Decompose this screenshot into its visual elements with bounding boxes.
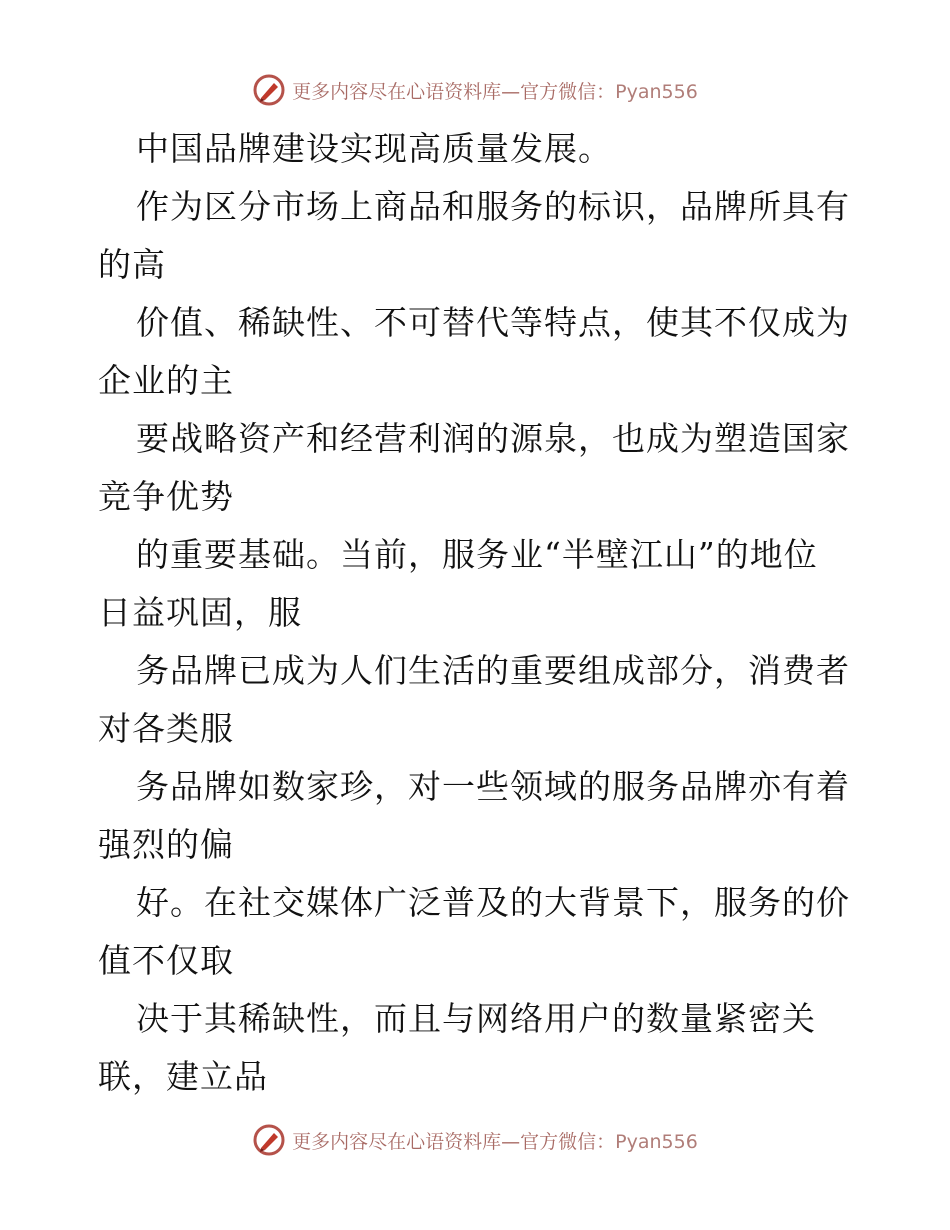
pen-nib-circle-icon (252, 73, 286, 107)
text-line: 强烈的偏 (98, 825, 234, 864)
watermark-text: 更多内容尽在心语资料库—官方微信：Pyan556 (292, 80, 698, 103)
footer-watermark (0, 1120, 950, 1160)
text-line: 企业的主 (98, 361, 234, 400)
watermark-text: 更多内容尽在心语资料库—官方微信：Pyan556 (292, 1130, 698, 1153)
text-line: 竞争优势 (98, 477, 234, 516)
text-line: 好。在社交媒体广泛普及的大背景下，服务的价 (136, 883, 850, 922)
text-line: 对各类服 (98, 709, 234, 748)
watermark-id: Pyan556 (615, 1130, 698, 1153)
text-line: 值不仅取 (98, 941, 234, 980)
text-line: 中国品牌建设实现高质量发展。 (136, 129, 612, 168)
header-watermark (0, 70, 950, 110)
watermark-id: Pyan556 (615, 80, 698, 103)
document-body (98, 120, 858, 1106)
text-line: 联，建立品 (98, 1057, 268, 1096)
pen-nib-circle-icon (252, 1123, 286, 1157)
text-line: 的重要基础。当前，服务业“半壁江山”的地位 (136, 535, 818, 574)
text-line: 价值、稀缺性、不可替代等特点，使其不仅成为 (136, 303, 850, 342)
text-line: 务品牌如数家珍，对一些领域的服务品牌亦有着 (136, 767, 850, 806)
text-line: 决于其稀缺性，而且与网络用户的数量紧密关 (136, 999, 816, 1038)
text-line: 日益巩固，服 (98, 593, 302, 632)
text-line: 要战略资产和经营利润的源泉，也成为塑造国家 (136, 419, 850, 458)
text-line: 务品牌已成为人们生活的重要组成部分，消费者 (136, 651, 850, 690)
text-line: 的高 (98, 245, 166, 284)
text-line: 作为区分市场上商品和服务的标识，品牌所具有 (136, 187, 850, 226)
